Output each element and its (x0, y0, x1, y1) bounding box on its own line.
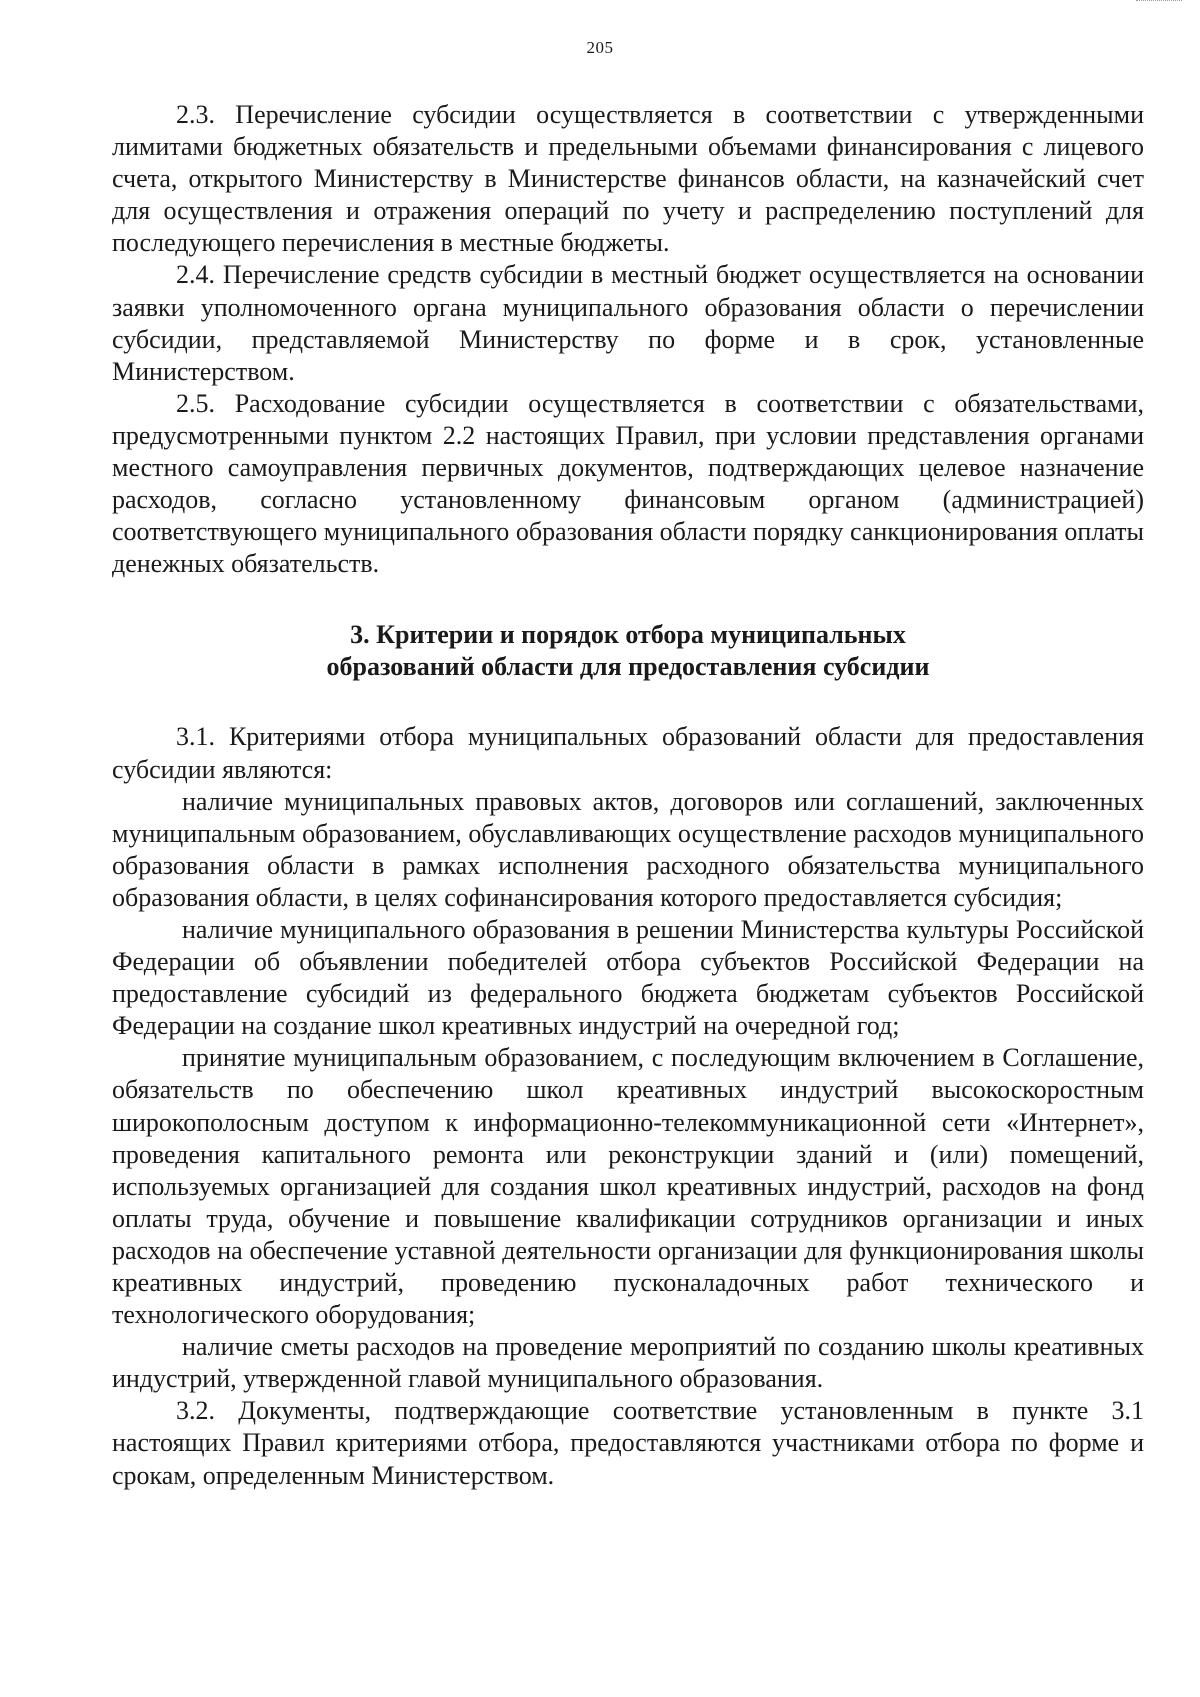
paragraph-3-2: 3.2. Документы, подтверждающие соответствие установленным в пункте 3.1 настоящих Правил критериями отбора, предоставляются участниками отбора по форме и срокам, определенным Министерством. (112, 1396, 1144, 1490)
paragraph-2-4: 2.4. Перечисление средств субсидии в местный бюджет осуществляется на основании заявки уполномоченного органа муниципального образования области о перечислении субсидии, представляемой Министерству по форме и в срок, установленные Министерством. (112, 260, 1144, 386)
paragraph-2-3: 2.3. Перечисление субсидии осуществляется в соответствии с утвержденными лимитами бюджетных обязательств и предельными объемами финансирования с лицевого счета, открытого Министерству в Министерстве финансов области, на казначейский счет для осуществления и отражения операций по учету и распределению поступлений для последующего перечисления в местные бюджеты. (112, 100, 1144, 258)
document-body (112, 99, 1144, 1492)
section-3-heading-line-2: образований области для предоставления субсидии (326, 652, 930, 682)
criterion-item: наличие сметы расходов на проведение мероприятий по созданию школы креативных индустрий, утвержденной главой муниципального образования. (112, 1332, 1144, 1394)
scan-corner-mark (1136, 0, 1182, 4)
criterion-item: наличие муниципальных правовых актов, договоров или соглашений, заключенных муниципальным образованием, обуславливающих осуществление расходов муниципального образования области в рамках исполнения расходного обязательства муниципального образования области, в целях софинансирования которого предоставляется субсидия; (112, 786, 1144, 912)
paragraph-2-5: 2.5. Расходование субсидии осуществляется в соответствии с обязательствами, предусмотренными пунктом 2.2 настоящих Правил, при условии представления органами местного самоуправления первичных документов, подтверждающих целевое назначение расходов, согласно установленному финансовым органом (администрацией) соответствующего муниципального образования области порядку санкционирования оплаты денежных обязательств. (112, 388, 1144, 579)
page-number: 205 (586, 38, 614, 57)
criterion-item: наличие муниципального образования в решении Министерства культуры Российской Федерации об объявлении победителей отбора субъектов Российской Федерации на предоставление субсидий из федерального бюджета бюджетам субъектов Российской Федерации на создание школ креативных индустрий на очередной год; (112, 914, 1144, 1041)
criterion-item: принятие муниципальным образованием, с последующим включением в Соглашение, обязательств по обеспечению школ креативных индустрий высокоскоростным широкополосным доступом к информационно-телекоммуникационной сети «Интернет», проведения капитального ремонта или реконструкции зданий и (или) помещений, используемых организацией для создания школ креативных индустрий, расходов на фонд оплаты труда, обучение и повышение квалификации сотрудников организации и иных расходов на обеспечение уставной деятельности организации для функционирования школы креативных индустрий, проведению пусконаладочных работ технического и технологического оборудования; (112, 1043, 1144, 1330)
paragraph-3-1: 3.1. Критериями отбора муниципальных образований области для предоставления субсидии являются: (112, 722, 1144, 784)
section-3-heading-line-1: 3. Критерии и порядок отбора муниципальных (350, 620, 906, 650)
section-3-heading (112, 619, 1144, 683)
